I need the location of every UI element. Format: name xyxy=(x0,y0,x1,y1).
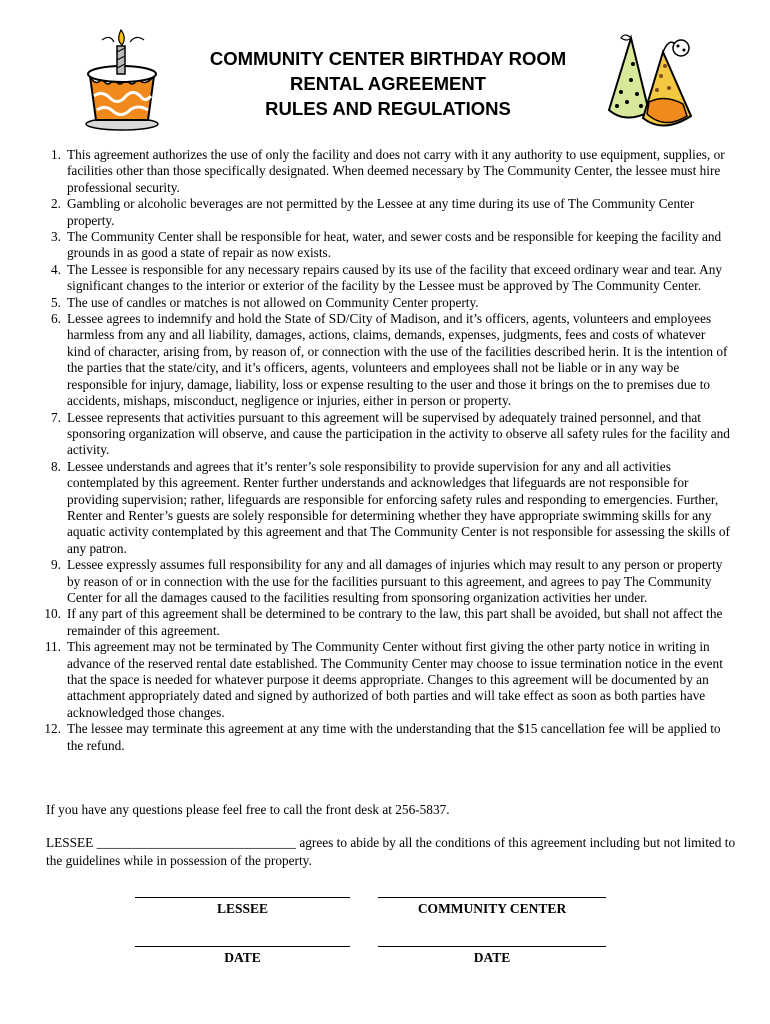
rule-number: 2. xyxy=(51,196,61,212)
rule-text: Lessee expressly assumes full responsibility for any and all damages of injuries which may result to any person or property by reason of or in connection with the use for the facilities pursuant to this agreement, and agrees to pay The Community Center for all the damages caused to the facilities resulting from sponsoring organization activities her under. xyxy=(67,557,723,605)
title-line: RULES AND REGULATIONS xyxy=(265,98,511,119)
rule-item xyxy=(44,721,731,754)
rule-item xyxy=(51,147,731,196)
rule-text: If any part of this agreement shall be determined to be contrary to the law, this part shall be avoided, but shall not affect the remainder of this agreement. xyxy=(67,606,723,638)
rule-text: The use of candles or matches is not allowed on Community Center property. xyxy=(67,294,479,310)
rule-text: This agreement may not be terminated by The Community Center without first giving the other party notice in writing in advance of the reserved rental date established. The Community Center may choose to issue termination notice in the event that the space is needed for whatever purpose it deems appropriate. Changes to this agreement will be documented by an attachment appropriately dated and signed by authorized of both parties and will take effect as soon as both parties have acknowledged those changes. xyxy=(67,639,723,720)
rule-number: 6. xyxy=(51,311,61,327)
lessee-signature-label: LESSEE xyxy=(216,901,269,916)
rule-text: Lessee agrees to indemnify and hold the State of SD/City of Madison, and it’s officers, agents, volunteers and employees harmless from any and all liability, damages, actions, claims, demands, expenses, judgments, fees and costs of whatever kind of character, arising from, by reason of, or connection with the use of the facilities described herin. It is the intention of the parties that the state/city, and it’s officers, agents, volunteers and employees shall not be liable or in any way be responsible for injury, damage, liability, loss or expense resulting to the user and those it brings on the to premises due to accidents, mishaps, misconduct, negligence or injuries, either in person or property. xyxy=(67,311,728,409)
rule-number: 10. xyxy=(44,606,61,622)
rule-text: Lessee understands and agrees that it’s renter’s sole responsibility to provide supervision for any and all activities contemplated by this agreement. Renter further understands and acknowledges that lifeguards are not responsible for providing supervision; rather, lifeguards are responsible for enforcing safety rules and responding to emergencies. Further, Renter and Renter’s guests are solely responsible for determining whether they have appropriate swimming skills for any aquatic activity contemplated by this agreement and that The Community Center is not responsible for assessing the skills of any patron. xyxy=(67,458,730,556)
rule-text: This agreement authorizes the use of only the facility and does not carry with it any authority to use equipment, supplies, or facilities other than those specifically designated. When deemed necessary by The Community Center, the lessee must hire professional security. xyxy=(67,147,725,195)
lessee-signature-line[interactable] xyxy=(135,897,350,898)
rule-number: 7. xyxy=(51,409,61,425)
rule-number: 1. xyxy=(51,147,61,162)
rule-item xyxy=(51,311,731,409)
document-title xyxy=(0,46,770,121)
rules-list xyxy=(44,147,731,754)
rule-number: 12. xyxy=(44,721,61,737)
title-line: RENTAL AGREEMENT xyxy=(290,73,486,94)
lessee-agreement-text: LESSEE ______________________________ agrees to abide by all the conditions of this agreement including but not limited to the guidelines while in possession of the property. xyxy=(46,835,736,868)
rule-item xyxy=(51,557,731,606)
rule-text: Lessee represents that activities pursuant to this agreement will be supervised by adequately trained personnel, and that sponsoring organization will observe, and cause the participation in the activity to observe all safety rules for the facility and activity. xyxy=(67,409,730,458)
contact-text: If you have any questions please feel free to call the front desk at 256-5837. xyxy=(46,802,450,817)
rule-item xyxy=(51,229,731,262)
rule-item xyxy=(51,409,731,459)
rule-item xyxy=(51,458,731,557)
rule-text: The lessee may terminate this agreement at any time with the understanding that the $15 cancellation fee will be applied to the refund. xyxy=(67,721,721,753)
title-line: COMMUNITY CENTER BIRTHDAY ROOM xyxy=(209,48,567,69)
rule-number: 4. xyxy=(51,261,61,277)
rule-text: Gambling or alcoholic beverages are not permitted by the Lessee at any time during its use of The Community Center property. xyxy=(67,196,695,228)
community-center-signature-line[interactable] xyxy=(378,897,606,898)
lessee-date-label: DATE xyxy=(224,950,261,965)
rule-item xyxy=(44,606,731,639)
rule-item xyxy=(51,261,731,295)
rule-item xyxy=(51,196,731,229)
rule-text: The Community Center shall be responsible for heat, water, and sewer costs and be responsible for keeping the facility and grounds in as good a state of repair as now exists. xyxy=(67,229,722,261)
rule-number: 3. xyxy=(51,229,61,245)
rule-item xyxy=(51,294,731,311)
rule-number: 11. xyxy=(44,639,61,655)
rule-number: 5. xyxy=(51,294,61,310)
community-center-signature-label: COMMUNITY CENTER xyxy=(417,901,567,916)
community-center-date-line[interactable] xyxy=(378,946,606,947)
rule-item xyxy=(44,639,731,721)
rule-number: 9. xyxy=(51,557,61,573)
lessee-date-line[interactable] xyxy=(135,946,350,947)
rule-text: The Lessee is responsible for any necessary repairs caused by its use of the facility that exceed ordinary wear and tear. Any significant changes to the interior or exterior of the facility by the Lessee must be approved by The Community Center. xyxy=(67,261,722,294)
community-center-date-label: DATE xyxy=(473,950,511,965)
rule-number: 8. xyxy=(51,458,61,474)
